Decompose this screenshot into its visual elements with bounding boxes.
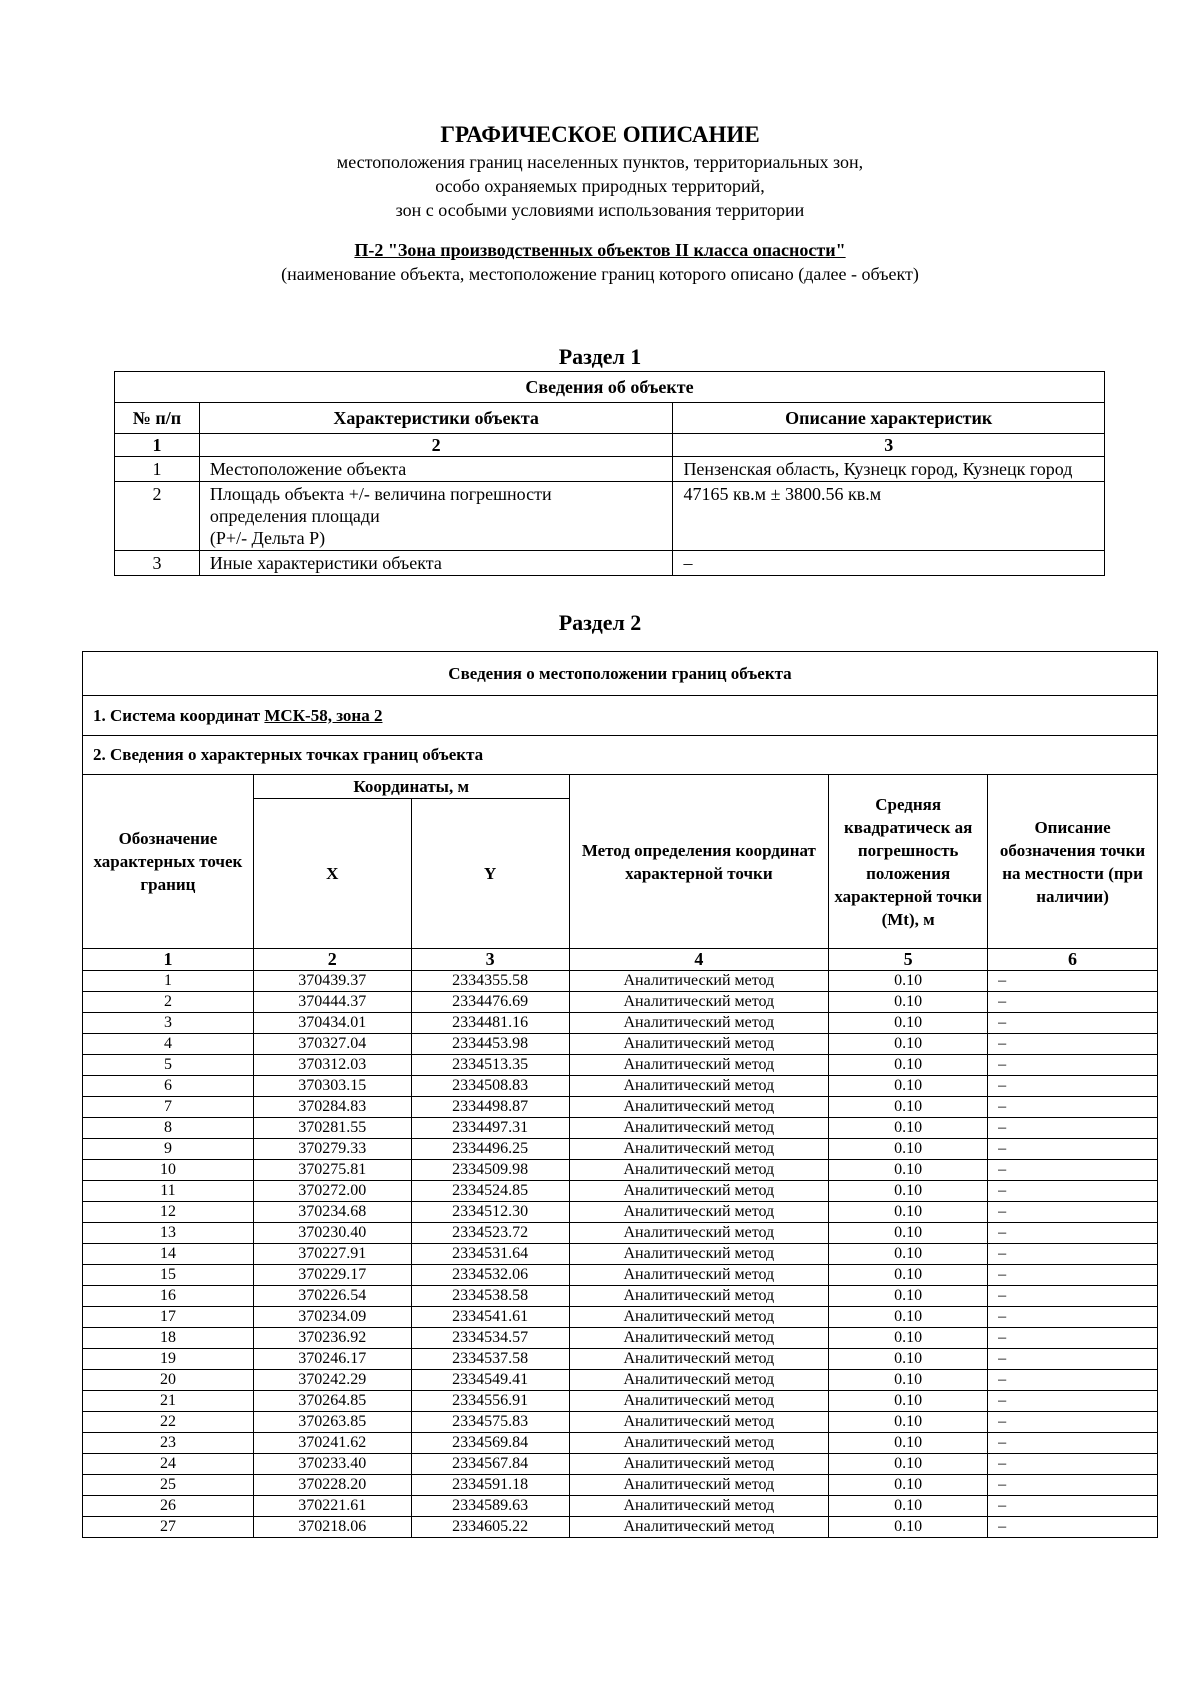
point-y: 2334605.22 <box>411 1517 569 1538</box>
col-header-method: Метод определения координат характерной точки <box>569 775 829 949</box>
point-y: 2334524.85 <box>411 1181 569 1202</box>
point-error: 0.10 <box>829 1307 988 1328</box>
point-y: 2334496.25 <box>411 1139 569 1160</box>
table-row <box>115 551 1105 576</box>
point-method: Аналитический метод <box>569 1118 829 1139</box>
point-error: 0.10 <box>829 1013 988 1034</box>
point-method: Аналитический метод <box>569 1433 829 1454</box>
point-description: – <box>988 1181 1158 1202</box>
point-number: 2 <box>83 992 254 1013</box>
table-row <box>83 1181 1158 1202</box>
point-x: 370272.00 <box>253 1181 411 1202</box>
point-error: 0.10 <box>829 1244 988 1265</box>
points-section-title: 2. Сведения о характерных точках границ объекта <box>83 736 1158 775</box>
point-x: 370230.40 <box>253 1223 411 1244</box>
point-error: 0.10 <box>829 1181 988 1202</box>
point-error: 0.10 <box>829 992 988 1013</box>
point-description: – <box>988 1496 1158 1517</box>
table-row <box>115 457 1105 482</box>
col-index-2: 2 <box>253 949 411 971</box>
point-y: 2334541.61 <box>411 1307 569 1328</box>
row-characteristic-line: Площадь объекта +/- величина погрешности <box>209 484 552 504</box>
point-number: 3 <box>83 1013 254 1034</box>
row-number: 2 <box>115 482 200 551</box>
point-method: Аналитический метод <box>569 1223 829 1244</box>
point-error: 0.10 <box>829 1496 988 1517</box>
object-info-table <box>114 371 1105 576</box>
point-x: 370221.61 <box>253 1496 411 1517</box>
table-row <box>83 1055 1158 1076</box>
point-x: 370246.17 <box>253 1349 411 1370</box>
point-number: 12 <box>83 1202 254 1223</box>
point-y: 2334537.58 <box>411 1349 569 1370</box>
row-number: 3 <box>115 551 200 576</box>
point-number: 23 <box>83 1433 254 1454</box>
point-description: – <box>988 1349 1158 1370</box>
point-x: 370327.04 <box>253 1034 411 1055</box>
col-index-3: 3 <box>673 434 1105 457</box>
table-row <box>83 1475 1158 1496</box>
point-description: – <box>988 1307 1158 1328</box>
point-y: 2334509.98 <box>411 1160 569 1181</box>
point-description: – <box>988 1223 1158 1244</box>
point-number: 26 <box>83 1496 254 1517</box>
point-description: – <box>988 1118 1158 1139</box>
boundary-points-table <box>82 651 1158 1538</box>
point-x: 370234.09 <box>253 1307 411 1328</box>
table-row <box>83 1223 1158 1244</box>
table-row <box>83 1391 1158 1412</box>
row-number: 1 <box>115 457 200 482</box>
point-x: 370284.83 <box>253 1097 411 1118</box>
point-y: 2334538.58 <box>411 1286 569 1307</box>
point-x: 370312.03 <box>253 1055 411 1076</box>
point-error: 0.10 <box>829 1223 988 1244</box>
table-row <box>83 1202 1158 1223</box>
point-error: 0.10 <box>829 1160 988 1181</box>
point-number: 21 <box>83 1391 254 1412</box>
point-error: 0.10 <box>829 1412 988 1433</box>
point-y: 2334589.63 <box>411 1496 569 1517</box>
table-row <box>83 971 1158 992</box>
point-error: 0.10 <box>829 1118 988 1139</box>
col-header-point-description: Описание обозначения точки на местности (при наличии) <box>988 775 1158 949</box>
point-error: 0.10 <box>829 1349 988 1370</box>
point-method: Аналитический метод <box>569 971 829 992</box>
point-y: 2334591.18 <box>411 1475 569 1496</box>
point-y: 2334497.31 <box>411 1118 569 1139</box>
point-method: Аналитический метод <box>569 1244 829 1265</box>
point-method: Аналитический метод <box>569 1475 829 1496</box>
object-note: (наименование объекта, местоположение границ которого описано (далее - объект) <box>281 264 919 284</box>
point-description: – <box>988 1055 1158 1076</box>
col-index-3: 3 <box>411 949 569 971</box>
col-header-error: Средняя квадратическ ая погрешность положения характерной точки (Mt), м <box>829 775 988 949</box>
point-y: 2334476.69 <box>411 992 569 1013</box>
table-row <box>115 482 1105 551</box>
table-row <box>83 1265 1158 1286</box>
point-number: 17 <box>83 1307 254 1328</box>
point-method: Аналитический метод <box>569 1412 829 1433</box>
table-row <box>83 1433 1158 1454</box>
point-error: 0.10 <box>829 1202 988 1223</box>
point-description: – <box>988 1475 1158 1496</box>
point-method: Аналитический метод <box>569 1454 829 1475</box>
point-method: Аналитический метод <box>569 992 829 1013</box>
point-x: 370228.20 <box>253 1475 411 1496</box>
table-row <box>83 1286 1158 1307</box>
coord-system-label: 1. Система координат <box>93 705 265 725</box>
point-x: 370218.06 <box>253 1517 411 1538</box>
coord-system-row <box>83 696 1158 736</box>
point-number: 6 <box>83 1076 254 1097</box>
point-method: Аналитический метод <box>569 1013 829 1034</box>
point-method: Аналитический метод <box>569 1181 829 1202</box>
point-description: – <box>988 1517 1158 1538</box>
boundary-table-title: Сведения о местоположении границ объекта <box>83 652 1158 696</box>
col-header-description: Описание характеристик <box>673 403 1105 434</box>
point-error: 0.10 <box>829 971 988 992</box>
point-error: 0.10 <box>829 1433 988 1454</box>
point-number: 9 <box>83 1139 254 1160</box>
point-error: 0.10 <box>829 1055 988 1076</box>
point-error: 0.10 <box>829 1034 988 1055</box>
point-number: 16 <box>83 1286 254 1307</box>
point-number: 19 <box>83 1349 254 1370</box>
point-error: 0.10 <box>829 1286 988 1307</box>
coord-system-value: МСК-58, зона 2 <box>264 705 383 725</box>
object-name-text: П-2 "Зона производственных объектов II класса опасности" <box>354 240 846 260</box>
point-x: 370275.81 <box>253 1160 411 1181</box>
table-row <box>83 1013 1158 1034</box>
table-row <box>83 1097 1158 1118</box>
point-method: Аналитический метод <box>569 1055 829 1076</box>
point-description: – <box>988 1139 1158 1160</box>
object-name <box>0 240 1200 261</box>
col-index-1: 1 <box>83 949 254 971</box>
point-y: 2334556.91 <box>411 1391 569 1412</box>
point-method: Аналитический метод <box>569 1286 829 1307</box>
document-title: ГРАФИЧЕСКОЕ ОПИСАНИЕ <box>440 122 760 147</box>
point-description: – <box>988 1391 1158 1412</box>
point-method: Аналитический метод <box>569 1160 829 1181</box>
table-row <box>83 992 1158 1013</box>
point-description: – <box>988 1202 1158 1223</box>
point-error: 0.10 <box>829 1076 988 1097</box>
row-characteristic-line: определения площади <box>209 506 380 526</box>
col-header-x: X <box>253 799 411 949</box>
point-number: 20 <box>83 1370 254 1391</box>
point-error: 0.10 <box>829 1139 988 1160</box>
point-description: – <box>988 1160 1158 1181</box>
point-description: – <box>988 971 1158 992</box>
col-index-1: 1 <box>115 434 200 457</box>
point-y: 2334531.64 <box>411 1244 569 1265</box>
point-x: 370264.85 <box>253 1391 411 1412</box>
table-row <box>83 1496 1158 1517</box>
point-method: Аналитический метод <box>569 1517 829 1538</box>
point-y: 2334481.16 <box>411 1013 569 1034</box>
point-x: 370233.40 <box>253 1454 411 1475</box>
table-row <box>83 1160 1158 1181</box>
point-description: – <box>988 1265 1158 1286</box>
point-x: 370263.85 <box>253 1412 411 1433</box>
point-x: 370234.68 <box>253 1202 411 1223</box>
row-characteristic <box>199 482 673 551</box>
subtitle-line-3: зон с особыми условиями использования территории <box>395 200 805 220</box>
point-description: – <box>988 1328 1158 1349</box>
point-description: – <box>988 1076 1158 1097</box>
table-row <box>83 1517 1158 1538</box>
point-number: 14 <box>83 1244 254 1265</box>
point-description: – <box>988 1412 1158 1433</box>
point-error: 0.10 <box>829 1454 988 1475</box>
point-method: Аналитический метод <box>569 1391 829 1412</box>
point-x: 370439.37 <box>253 971 411 992</box>
table-row <box>83 1076 1158 1097</box>
col-index-6: 6 <box>988 949 1158 971</box>
points-body <box>83 971 1158 1538</box>
point-x: 370229.17 <box>253 1265 411 1286</box>
point-y: 2334508.83 <box>411 1076 569 1097</box>
point-method: Аналитический метод <box>569 1349 829 1370</box>
point-number: 18 <box>83 1328 254 1349</box>
point-error: 0.10 <box>829 1517 988 1538</box>
point-description: – <box>988 1034 1158 1055</box>
point-x: 370434.01 <box>253 1013 411 1034</box>
point-method: Аналитический метод <box>569 1265 829 1286</box>
point-y: 2334498.87 <box>411 1097 569 1118</box>
point-number: 22 <box>83 1412 254 1433</box>
table-row <box>83 1244 1158 1265</box>
table-row <box>83 1139 1158 1160</box>
point-x: 370226.54 <box>253 1286 411 1307</box>
point-x: 370236.92 <box>253 1328 411 1349</box>
point-method: Аналитический метод <box>569 1202 829 1223</box>
point-error: 0.10 <box>829 1097 988 1118</box>
point-x: 370303.15 <box>253 1076 411 1097</box>
point-method: Аналитический метод <box>569 1034 829 1055</box>
point-number: 15 <box>83 1265 254 1286</box>
point-description: – <box>988 1097 1158 1118</box>
point-method: Аналитический метод <box>569 1328 829 1349</box>
point-error: 0.10 <box>829 1328 988 1349</box>
point-error: 0.10 <box>829 1391 988 1412</box>
point-y: 2334513.35 <box>411 1055 569 1076</box>
point-y: 2334355.58 <box>411 971 569 992</box>
point-description: – <box>988 1370 1158 1391</box>
section1-title: Раздел 1 <box>558 344 642 369</box>
point-x: 370241.62 <box>253 1433 411 1454</box>
row-characteristic-line: (P+/- Дельта P) <box>209 528 326 548</box>
col-header-coords: Координаты, м <box>253 775 569 799</box>
row-description: 47165 кв.м ± 3800.56 кв.м <box>673 482 1105 551</box>
point-number: 4 <box>83 1034 254 1055</box>
table-row <box>83 1370 1158 1391</box>
table-row <box>83 1412 1158 1433</box>
col-index-5: 5 <box>829 949 988 971</box>
point-number: 27 <box>83 1517 254 1538</box>
row-characteristic: Иные характеристики объекта <box>199 551 673 576</box>
point-number: 25 <box>83 1475 254 1496</box>
point-error: 0.10 <box>829 1475 988 1496</box>
point-description: – <box>988 1454 1158 1475</box>
point-description: – <box>988 992 1158 1013</box>
col-header-characteristics: Характеристики объекта <box>199 403 673 434</box>
point-x: 370227.91 <box>253 1244 411 1265</box>
col-index-4: 4 <box>569 949 829 971</box>
point-y: 2334567.84 <box>411 1454 569 1475</box>
col-header-designation: Обозначение характерных точек границ <box>83 775 254 949</box>
table-row <box>83 1307 1158 1328</box>
object-info-table-title: Сведения об объекте <box>115 372 1105 403</box>
point-x: 370444.37 <box>253 992 411 1013</box>
point-description: – <box>988 1286 1158 1307</box>
point-number: 7 <box>83 1097 254 1118</box>
point-method: Аналитический метод <box>569 1496 829 1517</box>
point-method: Аналитический метод <box>569 1370 829 1391</box>
point-method: Аналитический метод <box>569 1307 829 1328</box>
point-x: 370279.33 <box>253 1139 411 1160</box>
table-row <box>83 1328 1158 1349</box>
point-method: Аналитический метод <box>569 1139 829 1160</box>
section2-title: Раздел 2 <box>558 610 642 635</box>
point-method: Аналитический метод <box>569 1076 829 1097</box>
point-method: Аналитический метод <box>569 1097 829 1118</box>
point-y: 2334575.83 <box>411 1412 569 1433</box>
table-row <box>83 1118 1158 1139</box>
subtitle-line-2: особо охраняемых природных территорий, <box>435 176 765 196</box>
point-number: 24 <box>83 1454 254 1475</box>
point-number: 10 <box>83 1160 254 1181</box>
point-description: – <box>988 1013 1158 1034</box>
point-y: 2334523.72 <box>411 1223 569 1244</box>
point-error: 0.10 <box>829 1265 988 1286</box>
table-row <box>83 1454 1158 1475</box>
row-description: Пензенская область, Кузнецк город, Кузнецк город <box>673 457 1105 482</box>
point-y: 2334569.84 <box>411 1433 569 1454</box>
point-number: 5 <box>83 1055 254 1076</box>
point-description: – <box>988 1244 1158 1265</box>
row-characteristic: Местоположение объекта <box>199 457 673 482</box>
point-y: 2334532.06 <box>411 1265 569 1286</box>
col-header-number: № п/п <box>115 403 200 434</box>
point-x: 370242.29 <box>253 1370 411 1391</box>
subtitle-line-1: местоположения границ населенных пунктов, территориальных зон, <box>336 152 864 172</box>
row-description: – <box>673 551 1105 576</box>
point-y: 2334453.98 <box>411 1034 569 1055</box>
table-row <box>83 1034 1158 1055</box>
point-number: 13 <box>83 1223 254 1244</box>
point-number: 1 <box>83 971 254 992</box>
col-index-2: 2 <box>199 434 673 457</box>
point-error: 0.10 <box>829 1370 988 1391</box>
table-row <box>83 1349 1158 1370</box>
point-y: 2334512.30 <box>411 1202 569 1223</box>
point-y: 2334549.41 <box>411 1370 569 1391</box>
point-x: 370281.55 <box>253 1118 411 1139</box>
point-y: 2334534.57 <box>411 1328 569 1349</box>
col-header-y: Y <box>411 799 569 949</box>
point-description: – <box>988 1433 1158 1454</box>
point-number: 8 <box>83 1118 254 1139</box>
point-number: 11 <box>83 1181 254 1202</box>
